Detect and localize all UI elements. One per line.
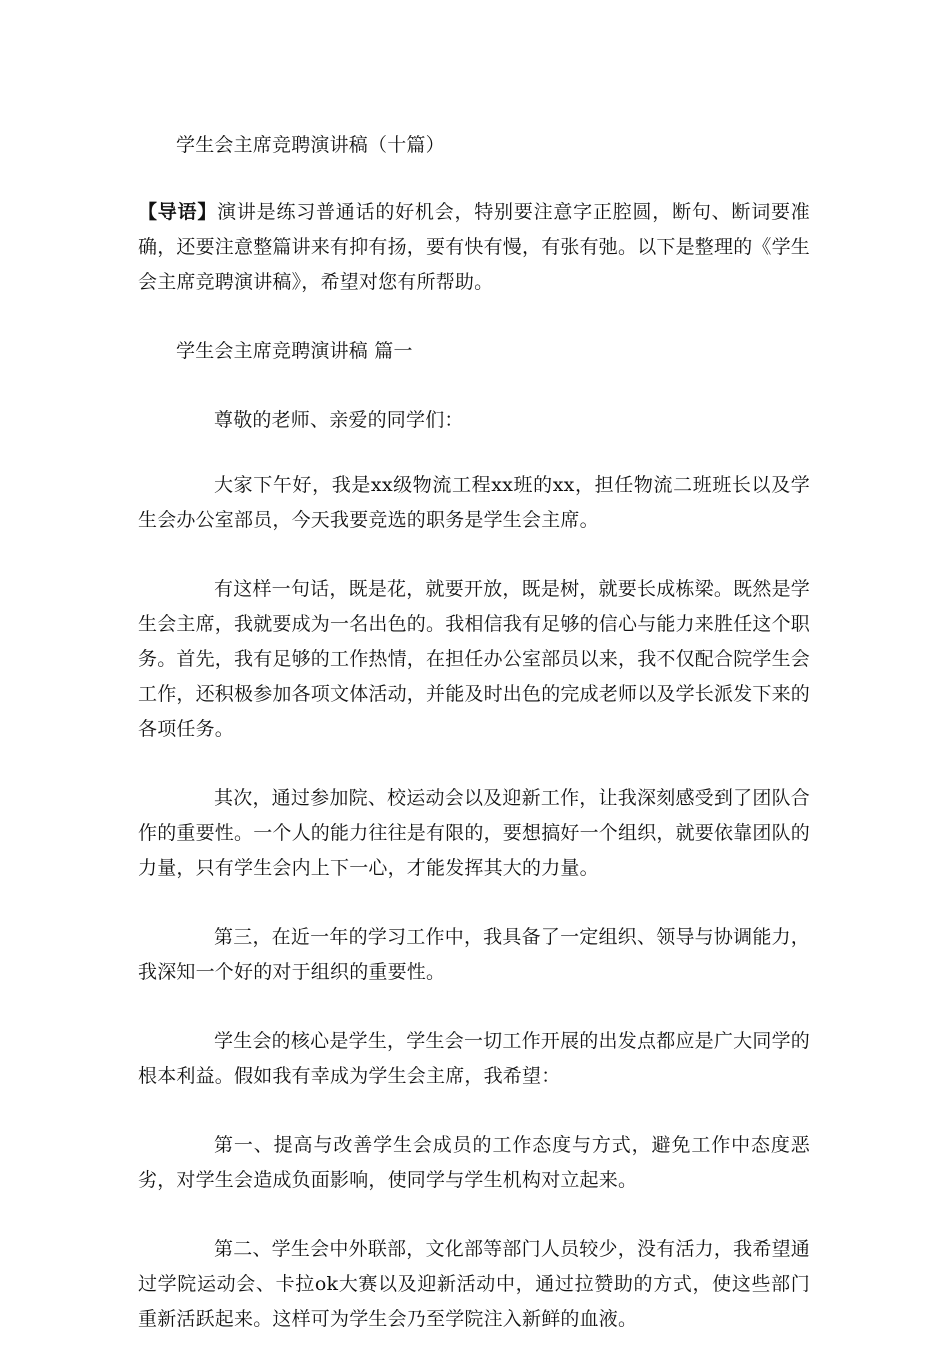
salutation: 尊敬的老师、亲爱的同学们： [214,409,464,431]
intro-paragraph [138,195,810,300]
body-paragraph-1: 大家下午好，我是xx级物流工程xx班的xx，担任物流二班班长以及学生会办公室部员，今天我要竞选的职务是学生会主席。 [138,474,810,531]
body-paragraph-6: 第一、提高与改善学生会成员的工作态度与方式，避免工作中态度恶劣，对学生会造成负面影响，使同学与学生机构对立起来。 [138,1134,810,1191]
document-title: 学生会主席竞聘演讲稿（十篇） [176,134,445,156]
body-paragraph-7: 第二、学生会中外联部，文化部等部门人员较少，没有活力，我希望通过学院运动会、卡拉ok大赛以及迎新活动中，通过拉赞助的方式，使这些部门重新活跃起来。这样可为学生会乃至学院注入新鲜的血液。 [138,1238,810,1330]
intro-tag: 【导语】 [138,201,218,223]
document-page [138,128,810,1371]
body-paragraph-3: 其次，通过参加院、校运动会以及迎新工作，让我深刻感受到了团队合作的重要性。一个人的能力往往是有限的，要想搞好一个组织，就要依靠团队的力量，只有学生会内上下一心，才能发挥其大的力量。 [138,787,811,879]
section-heading: 学生会主席竞聘演讲稿 篇一 [176,340,413,362]
intro-text: 演讲是练习普通话的好机会，特别要注意字正腔圆，断句、断词要准确，还要注意整篇讲来有抑有扬，要有快有慢，有张有弛。以下是整理的《学生会主席竞聘演讲稿》，希望对您有所帮助。 [138,201,811,293]
body-paragraph-2: 有这样一句话，既是花，就要开放，既是树，就要长成栋梁。既然是学生会主席，我就要成为一名出色的。我相信我有足够的信心与能力来胜任这个职务。首先，我有足够的工作热情，在担任办公室部员以来，我不仅配合院学生会工作，还积极参加各项文体活动，并能及时出色的完成老师以及学长派发下来的各项任务。 [138,578,811,740]
body-paragraph-5: 学生会的核心是学生，学生会一切工作开展的出发点都应是广大同学的根本利益。假如我有幸成为学生会主席，我希望： [138,1030,810,1087]
body-paragraph-4: 第三，在近一年的学习工作中，我具备了一定组织、领导与协调能力，我深知一个好的对于组织的重要性。 [138,926,810,983]
